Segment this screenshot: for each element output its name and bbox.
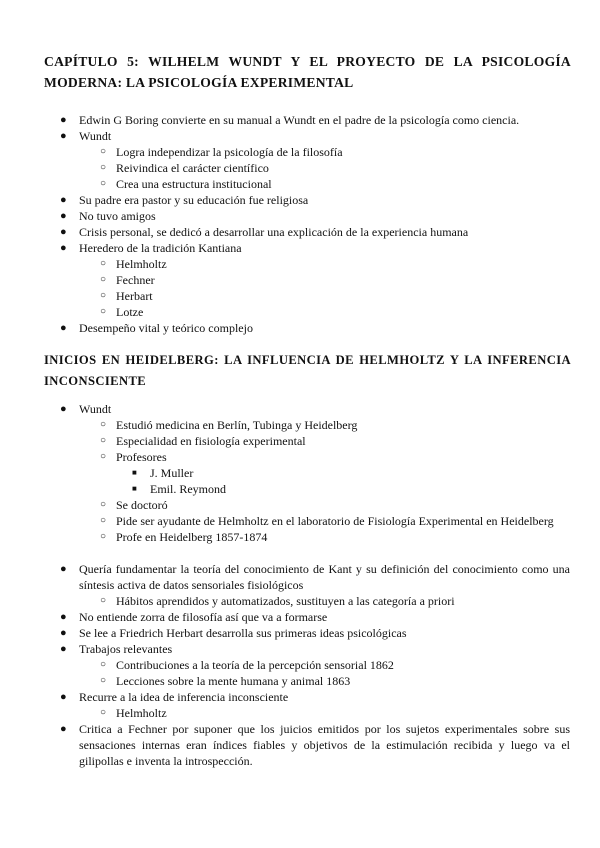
section-heading [44, 350, 571, 392]
bullet-icon: ● [60, 194, 67, 206]
list-item: Crisis personal, se dedicó a desarrollar una explicación de la experiencia humana [79, 225, 469, 239]
bullet-icon: ● [60, 242, 67, 254]
bullet-icon: ● [60, 627, 67, 639]
list-item: Helmholtz [116, 257, 167, 271]
bullet-icon: ● [60, 643, 67, 655]
square-bullet-icon: ■ [132, 468, 137, 477]
circle-bullet-icon: ○ [100, 451, 107, 462]
list-item: Lotze [116, 305, 144, 319]
list-item: Se doctoró [116, 498, 168, 512]
bullet-icon: ● [60, 322, 67, 334]
list-item-continuation: síntesis activa de datos sensoriales fisiológicos [79, 578, 304, 592]
square-bullet-icon: ■ [132, 484, 137, 493]
circle-bullet-icon: ○ [100, 595, 107, 606]
bullet-icon: ● [60, 691, 67, 703]
circle-bullet-icon: ○ [100, 306, 107, 317]
list-item: Hábitos aprendidos y automatizados, sustituyen a las categoría a priori [116, 594, 455, 608]
list-item: Wundt [79, 129, 112, 143]
section-heading-line2: INCONSCIENTE [44, 374, 147, 388]
list-item: Lecciones sobre la mente humana y animal 1863 [116, 674, 351, 688]
bullet-icon: ● [60, 210, 67, 222]
list-item: Pide ser ayudante de Helmholtz en el laboratorio de Fisiología Experimental en Heidelberg [116, 514, 554, 528]
list-item: Recurre a la idea de inferencia inconsciente [79, 690, 289, 704]
list-item: Crea una estructura institucional [116, 177, 272, 191]
list-item: Profesores [116, 450, 167, 464]
bullet-icon: ● [60, 611, 67, 623]
list-item-continuation: sensaciones internas eran índices fiables y objetivos de la estimulación recibida y luego va el [79, 738, 570, 752]
circle-bullet-icon: ○ [100, 274, 107, 285]
list-item: Helmholtz [116, 706, 167, 720]
list-item: Herbart [116, 289, 153, 303]
bullet-icon: ● [60, 403, 67, 415]
list-item: Heredero de la tradición Kantiana [79, 241, 242, 255]
list-item: J. Muller [150, 466, 194, 480]
list-item: Critica a Fechner por suponer que los juicios emitidos por los sujetos experimentales sobre sus [79, 722, 570, 736]
circle-bullet-icon: ○ [100, 162, 107, 173]
list-item: Profe en Heidelberg 1857-1874 [116, 530, 268, 544]
chapter-heading-line1: CAPÍTULO 5: WILHELM WUNDT Y EL PROYECTO DE LA PSICOLOGÍA [44, 54, 571, 69]
list-item: Reivindica el carácter científico [116, 161, 269, 175]
circle-bullet-icon: ○ [100, 707, 107, 718]
list-item: Estudió medicina en Berlín, Tubinga y Heidelberg [116, 418, 358, 432]
list-item: Trabajos relevantes [79, 642, 173, 656]
list-item: Wundt [79, 402, 112, 416]
chapter-heading-line2: MODERNA: LA PSICOLOGÍA EXPERIMENTAL [44, 75, 354, 90]
list-item: Edwin G Boring convierte en su manual a Wundt en el padre de la psicología como ciencia. [79, 113, 520, 127]
circle-bullet-icon: ○ [100, 178, 107, 189]
list-item: No tuvo amigos [79, 209, 156, 223]
circle-bullet-icon: ○ [100, 659, 107, 670]
list-item: Contribuciones a la teoría de la percepción sensorial 1862 [116, 658, 394, 672]
circle-bullet-icon: ○ [100, 515, 107, 526]
circle-bullet-icon: ○ [100, 675, 107, 686]
list-item: Desempeño vital y teórico complejo [79, 321, 253, 335]
list-item: Logra independizar la psicología de la filosofía [116, 145, 343, 159]
bullet-icon: ● [60, 226, 67, 238]
list-item: Fechner [116, 273, 155, 287]
circle-bullet-icon: ○ [100, 499, 107, 510]
circle-bullet-icon: ○ [100, 435, 107, 446]
section-heading-line1: INICIOS EN HEIDELBERG: LA INFLUENCIA DE HELMHOLTZ Y LA INFERENCIA [44, 353, 571, 367]
list-item: Su padre era pastor y su educación fue religiosa [79, 193, 309, 207]
list-item: Quería fundamentar la teoría del conocimiento de Kant y su definición del conocimiento como una [79, 562, 570, 576]
list-item: Se lee a Friedrich Herbart desarrolla sus primeras ideas psicológicas [79, 626, 407, 640]
chapter-heading [44, 51, 571, 93]
circle-bullet-icon: ○ [100, 419, 107, 430]
list-item-continuation: gilipollas e inventa la introspección. [79, 754, 253, 768]
bullet-icon: ● [60, 114, 67, 126]
circle-bullet-icon: ○ [100, 531, 107, 542]
list-item: Especialidad en fisiología experimental [116, 434, 306, 448]
list-item: Emil. Reymond [150, 482, 226, 496]
list-item: No entiende zorra de filosofía así que va a formarse [79, 610, 328, 624]
bullet-icon: ● [60, 130, 67, 142]
bullet-icon: ● [60, 563, 67, 575]
bullet-icon: ● [60, 723, 67, 735]
circle-bullet-icon: ○ [100, 146, 107, 157]
circle-bullet-icon: ○ [100, 258, 107, 269]
circle-bullet-icon: ○ [100, 290, 107, 301]
